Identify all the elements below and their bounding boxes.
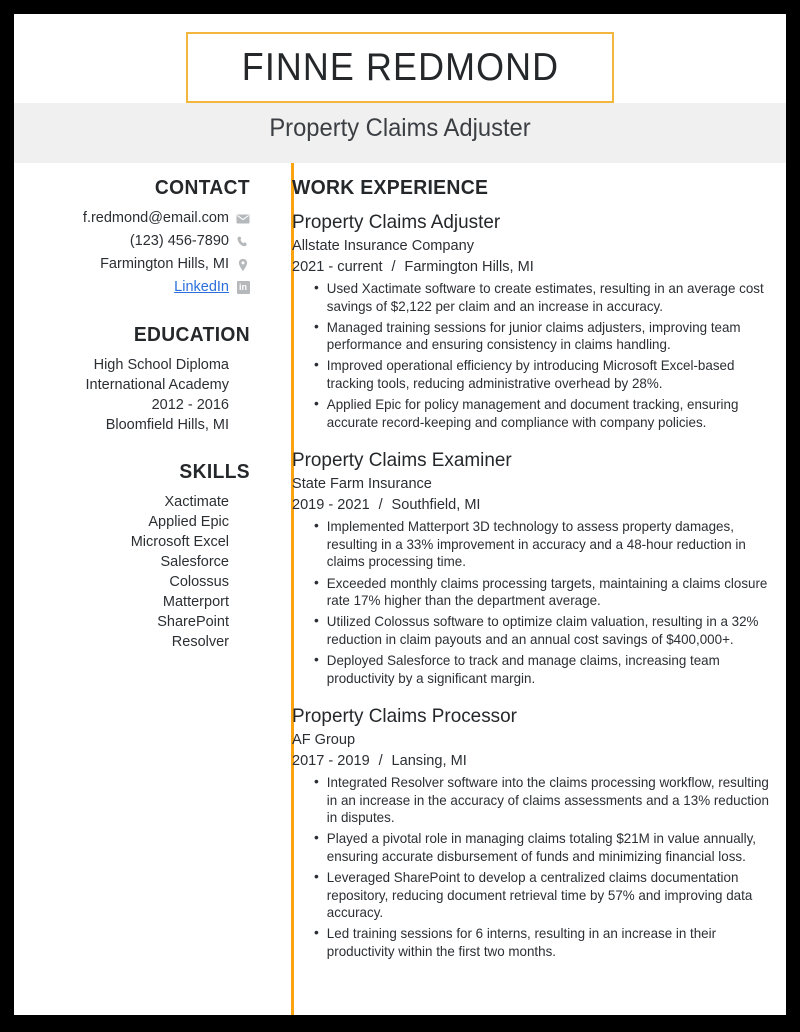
- job-dates: 2021 - current: [292, 258, 383, 275]
- job-bullet: • Used Xactimate software to create estimates, resulting in an average cost savings of $2,122 per claim and an increase in accuracy.: [314, 280, 769, 315]
- job-bullet-list: [292, 518, 776, 687]
- job-entry: [292, 209, 776, 431]
- job-dates: 2017 - 2019: [292, 752, 370, 770]
- education-heading: EDUCATION: [133, 324, 250, 346]
- job-bullet: • Implemented Matterport 3D technology to assess property damages, resulting in a 33% improvement in accuracy and a 48-hour reduction in claims processing time.: [314, 518, 769, 571]
- education-dates: 2012 - 2016: [151, 397, 229, 413]
- skill-item: Microsoft Excel: [130, 534, 229, 550]
- contact-item-email[interactable]: [14, 208, 250, 229]
- job-bullet: • Led training sessions for 6 interns, resulting in an increase in their productivity within the first two months.: [314, 925, 769, 960]
- job-title: Property Claims Adjuster: [292, 211, 501, 233]
- skill-item: SharePoint: [157, 614, 229, 630]
- job-bullet: • Deployed Salesforce to track and manage claims, increasing team productivity by a significant margin.: [314, 652, 769, 687]
- contact-location-text: Farmington Hills, MI: [100, 256, 229, 272]
- resume-header: [14, 14, 786, 163]
- job-meta-separator: /: [378, 496, 383, 514]
- education-location: Bloomfield Hills, MI: [105, 417, 229, 433]
- contact-item-linkedin[interactable]: [14, 277, 250, 298]
- job-bullet: • Leveraged SharePoint to develop a centralized claims documentation repository, reducing document retrieval time by 57% and improving data accuracy.: [314, 869, 769, 922]
- education-degree: High School Diploma: [93, 357, 229, 373]
- job-location: Southfield, MI: [391, 496, 481, 514]
- skill-item: Salesforce: [160, 554, 229, 570]
- job-bullet: • Integrated Resolver software into the claims processing workflow, resulting in an increase in the accuracy of claims assessments and a 13% reduction in disputes.: [314, 774, 769, 827]
- job-bullet: • Applied Epic for policy management and document tracking, ensuring accurate record-keeping and compliance with company policies.: [314, 396, 769, 431]
- contact-email-text: f.redmond@email.com: [82, 210, 229, 226]
- job-location: Lansing, MI: [391, 752, 467, 770]
- candidate-name: FINNE REDMOND: [241, 45, 559, 89]
- job-bullet-list: [292, 774, 776, 960]
- education-school: International Academy: [85, 377, 229, 393]
- name-box: [186, 32, 614, 103]
- job-company: AF Group: [292, 731, 356, 749]
- job-dates: 2019 - 2021: [292, 496, 370, 514]
- work-experience-section: [266, 177, 786, 977]
- job-bullet: • Exceeded monthly claims processing targets, maintaining a claims closure rate 17% higher than the department average.: [314, 575, 769, 610]
- candidate-job-title: Property Claims Adjuster: [269, 114, 531, 142]
- skill-item: Applied Epic: [148, 514, 229, 530]
- job-location: Farmington Hills, MI: [404, 258, 534, 275]
- contact-item-location[interactable]: [14, 254, 250, 275]
- education-section: [14, 324, 250, 435]
- job-title: Property Claims Processor: [292, 705, 517, 728]
- skills-section: [14, 461, 250, 652]
- job-entry: [292, 447, 776, 687]
- job-bullet-list: [292, 280, 776, 431]
- resume-paper: [14, 14, 786, 1015]
- phone-icon: [236, 235, 250, 249]
- job-meta-separator: /: [391, 258, 396, 275]
- envelope-icon: [236, 212, 250, 226]
- job-bullet: • Managed training sessions for junior claims adjusters, improving team performance and ensuring consistency in claims handling.: [314, 319, 769, 354]
- job-meta-separator: /: [378, 752, 383, 770]
- contact-item-phone[interactable]: [14, 231, 250, 252]
- skill-item: Xactimate: [164, 494, 229, 510]
- location-pin-icon: [236, 258, 250, 272]
- job-company: Allstate Insurance Company: [292, 237, 474, 254]
- job-meta: [292, 256, 761, 278]
- resume-body: [14, 163, 786, 977]
- job-company: State Farm Insurance: [292, 475, 432, 493]
- job-meta: [292, 494, 761, 516]
- skills-heading: SKILLS: [179, 461, 250, 483]
- job-meta: [292, 750, 761, 772]
- linkedin-icon: in: [236, 281, 250, 295]
- sidebar: [14, 177, 266, 678]
- contact-heading: CONTACT: [154, 177, 250, 199]
- skill-item: Resolver: [171, 634, 229, 650]
- skill-item: Matterport: [162, 594, 229, 610]
- job-bullet: • Played a pivotal role in managing claims totaling $21M in value annually, ensuring accurate disbursement of funds and minimizing financial loss.: [314, 830, 769, 865]
- job-entry: [292, 703, 776, 960]
- job-bullet: • Improved operational efficiency by introducing Microsoft Excel-based tracking tools, reducing administrative overhead by 28%.: [314, 357, 769, 392]
- job-title: Property Claims Examiner: [292, 449, 512, 472]
- skill-item: Colossus: [169, 574, 229, 590]
- job-bullet: • Utilized Colossus software to optimize claim valuation, resulting in a 32% reduction in claim payouts and an annual cost savings of $400,000+.: [314, 613, 769, 648]
- contact-phone-text: (123) 456-7890: [129, 233, 229, 249]
- column-divider: [291, 163, 294, 1015]
- work-experience-heading: WORK EXPERIENCE: [292, 177, 489, 199]
- linkedin-link[interactable]: LinkedIn: [174, 279, 229, 295]
- contact-section: [14, 177, 250, 298]
